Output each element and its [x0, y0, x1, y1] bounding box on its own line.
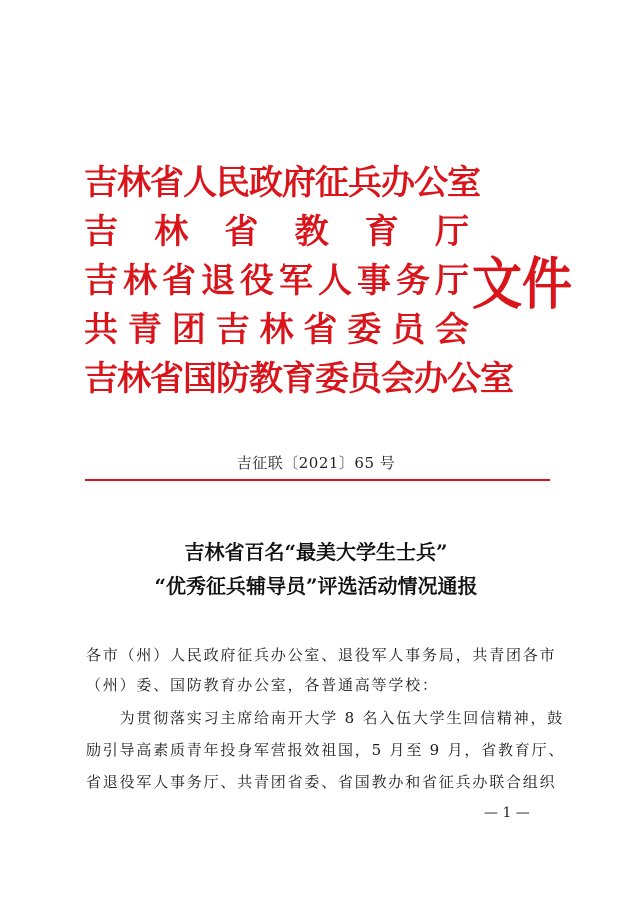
document-suffix: 文件	[472, 250, 572, 317]
body-line: 为贯彻落实习主席给南开大学 8 名入伍大学生回信精神，鼓	[86, 709, 565, 727]
body-line: 励引导高素质青年投身军营报效祖国，5 月至 9 月，省教育厅、	[86, 741, 566, 759]
body-line: 各市（州）人民政府征兵办公室、退役军人事务局，共青团各市	[86, 646, 557, 664]
document-title-line-2: “优秀征兵辅导员”评选活动情况通报	[154, 574, 478, 598]
red-divider	[85, 479, 550, 481]
body-line: （州）委、国防教育办公室，各普通高等学校：	[86, 676, 439, 694]
document-number: 吉征联〔2021〕65 号	[236, 454, 396, 472]
issuer-line: 吉林省教育厅	[84, 212, 469, 252]
issuer-line: 共青团吉林省委员会	[84, 310, 469, 350]
body-line: 省退役军人事务厅、共青团省委、省国教办和省征兵办联合组织	[86, 773, 557, 791]
issuer-block	[84, 163, 513, 411]
page-number: — 1 —	[484, 805, 530, 821]
document-title-line-1: 吉林省百名“最美大学生士兵”	[184, 540, 448, 564]
issuer-line: 吉林省退役军人事务厅	[84, 261, 469, 301]
issuer-line: 吉林省人民政府征兵办公室	[84, 163, 480, 203]
issuer-line: 吉林省国防教育委员会办公室	[84, 359, 513, 399]
